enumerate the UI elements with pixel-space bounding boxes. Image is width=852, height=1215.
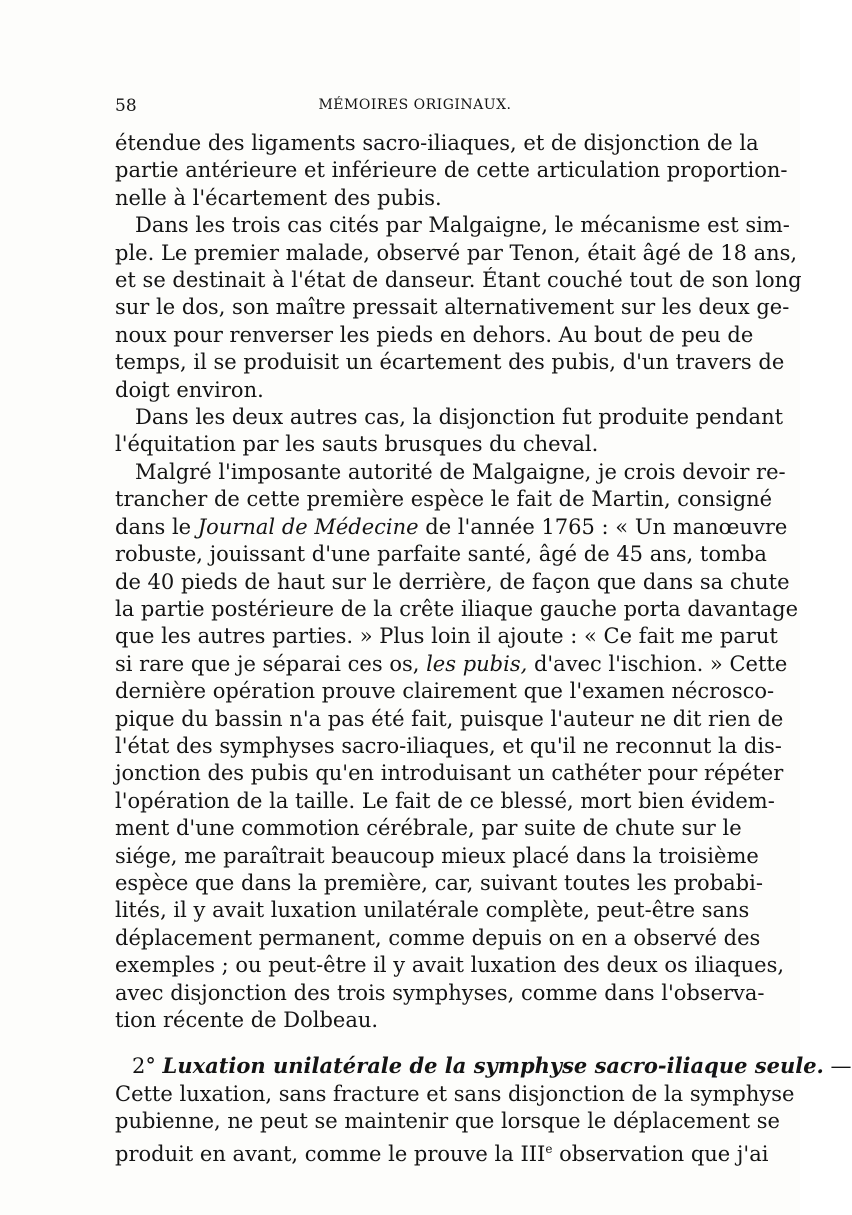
text-line: robuste, jouissant d'une parfaite santé, âgé de 45 ans, tomba (115, 542, 767, 567)
superscript: e (545, 1141, 553, 1156)
text-line: l'équitation par les sauts brusques du cheval. (115, 432, 599, 457)
page-number: 58 (115, 96, 137, 116)
text-line: de 40 pieds de haut sur le derrière, de façon que dans sa chute (115, 569, 790, 594)
section-heading-line (115, 1052, 852, 1080)
text-line: Cette luxation, sans fracture et sans disjonction de la symphyse (115, 1081, 795, 1106)
section-number: 2° (132, 1054, 163, 1079)
body-text (115, 130, 852, 1168)
text-line: pubienne, ne peut se maintenir que lorsque le déplacement se (115, 1109, 780, 1134)
text-line: la partie postérieure de la crête iliaque gauche porta davantage (115, 596, 799, 621)
text-line (115, 1136, 769, 1168)
text-line: Malgré l'imposante autorité de Malgaigne, je crois devoir re- (135, 459, 786, 484)
text-line: trancher de cette première espèce le fait de Martin, consigné (115, 487, 773, 512)
text-line (115, 514, 788, 541)
text-line: partie antérieure et inférieure de cette articulation proportion- (115, 158, 788, 183)
text-line: jonction des pubis qu'en introduisant un cathéter pour répéter (115, 761, 784, 786)
text-line: ment d'une commotion cérébrale, par suite de chute sur le (115, 816, 742, 841)
text-line: sur le dos, son maître pressait alternativement sur les deux ge- (115, 295, 790, 320)
text-run: d'avec l'ischion. » Cette (527, 651, 788, 676)
text-line: Dans les trois cas cités par Malgaigne, le mécanisme est sim- (135, 213, 790, 238)
text-line: espèce que dans la première, car, suivant toutes les probabi- (115, 870, 763, 895)
text-line: tion récente de Dolbeau. (115, 1008, 379, 1032)
text-run: de l'année 1765 : « Un manœuvre (418, 514, 788, 539)
text-run: — (823, 1054, 852, 1079)
text-run: produit en avant, comme le prouve la III (115, 1141, 546, 1166)
text-line: l'état des symphyses sacro-iliaques, et qu'il ne reconnut la dis- (115, 733, 782, 758)
text-line: Dans les deux autres cas, la disjonction fut produite pendant (135, 405, 784, 430)
text-run: si rare que je séparai ces os, (115, 651, 427, 676)
text-line: doigt environ. (115, 377, 264, 402)
text-line: noux pour renverser les pieds en dehors. Au bout de peu de (115, 322, 754, 347)
text-run: observation que j'ai (552, 1141, 769, 1166)
paragraph-3 (115, 404, 784, 459)
text-line: avec disjonction des trois symphyses, comme dans l'observa- (115, 980, 765, 1005)
text-line: nelle à l'écartement des pubis. (115, 185, 442, 210)
paragraph-5 (115, 1052, 852, 1168)
text-line: exemples ; ou peut-être il y avait luxation des deux os iliaques, (115, 953, 785, 978)
page-header (115, 96, 693, 120)
running-title: MÉMOIRES ORIGINAUX. (318, 97, 512, 113)
text-line: étendue des ligaments sacro-iliaques, et de disjonction de la (115, 131, 759, 155)
section-heading: Luxation unilatérale de la symphyse sacro-iliaque seule. (162, 1053, 824, 1079)
text-line: et se destinait à l'état de danseur. Étant couché tout de son long (115, 268, 802, 293)
text-line: siége, me paraîtrait beaucoup mieux placé dans la troisième (115, 843, 759, 868)
text-run: dans le (115, 514, 198, 539)
italic-term: les pubis, (426, 651, 528, 676)
text-line (115, 651, 788, 678)
text-line: lités, il y avait luxation unilatérale complète, peut-être sans (115, 898, 750, 923)
text-line: l'opération de la taille. Le fait de ce blessé, mort bien évidem- (115, 788, 775, 813)
paragraph-1 (115, 130, 788, 212)
text-line: ple. Le premier malade, observé par Tenon, était âgé de 18 ans, (115, 240, 798, 265)
journal-title: Journal de Médecine (197, 514, 419, 539)
paragraph-2 (115, 212, 802, 404)
text-line: que les autres parties. » Plus loin il ajoute : « Ce fait me parut (115, 624, 778, 649)
text-line: déplacement permanent, comme depuis on en a observé des (115, 925, 761, 950)
text-line: pique du bassin n'a pas été fait, puisque l'auteur ne dit rien de (115, 706, 784, 731)
paragraph-4 (115, 459, 799, 1035)
text-line: dernière opération prouve clairement que l'examen nécrosco- (115, 679, 775, 704)
text-line: temps, il se produisit un écartement des pubis, d'un travers de (115, 350, 785, 375)
